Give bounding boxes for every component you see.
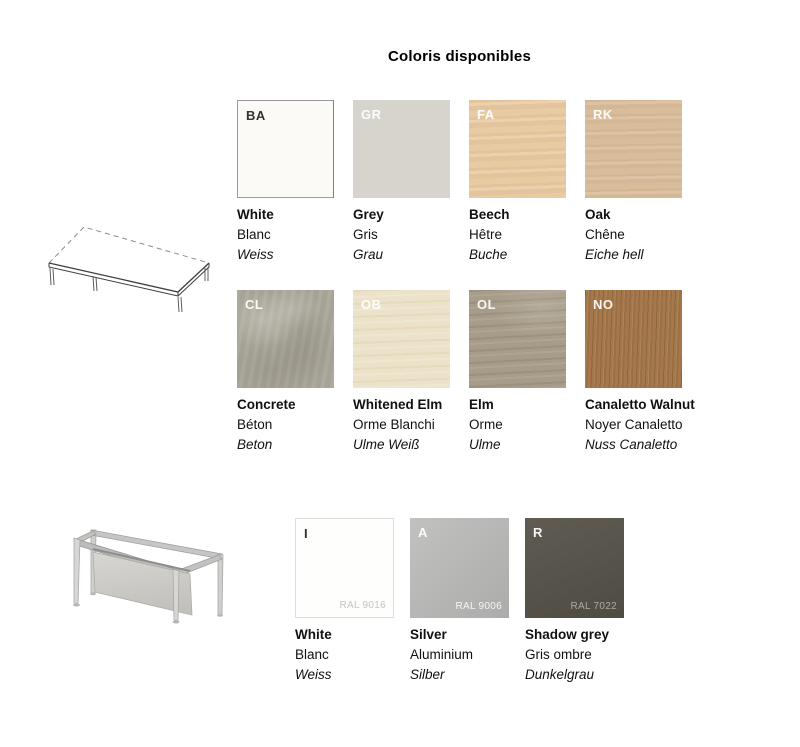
finish-name-fr: Aluminium bbox=[410, 647, 474, 662]
swatch-frame-shadow-grey bbox=[525, 518, 624, 618]
finish-name-de: Beton bbox=[237, 437, 273, 452]
swatch-cell-concrete bbox=[237, 290, 334, 455]
finish-name-fr: Orme Blanchi bbox=[353, 417, 435, 432]
finish-name-fr: Béton bbox=[237, 417, 273, 432]
finish-name-de: Weiss bbox=[237, 247, 274, 262]
swatch-cell-canaletto-walnut bbox=[585, 290, 695, 455]
finish-name-fr: Hêtre bbox=[469, 227, 503, 242]
swatch-code: RK bbox=[593, 107, 613, 122]
ral-code: RAL 9016 bbox=[339, 600, 386, 611]
page-title: Coloris disponibles bbox=[388, 48, 531, 65]
finish-name-en: Canaletto Walnut bbox=[585, 397, 695, 412]
swatch-frame-white bbox=[295, 518, 394, 618]
finish-name-en: Elm bbox=[469, 397, 494, 412]
finish-name-de: Weiss bbox=[295, 667, 332, 682]
finish-name-fr: Noyer Canaletto bbox=[585, 417, 683, 432]
swatch-cell-frame-shadow-grey bbox=[525, 518, 624, 685]
finish-name-fr: Chêne bbox=[585, 227, 625, 242]
finish-name-de: Grau bbox=[353, 247, 384, 262]
finish-name-en: Grey bbox=[353, 207, 384, 222]
finish-name-en: Concrete bbox=[237, 397, 296, 412]
swatch-whitened-elm bbox=[353, 290, 450, 388]
finish-name-en: Oak bbox=[585, 207, 611, 222]
swatch-cell-frame-white bbox=[295, 518, 394, 685]
finish-name-de: Eiche hell bbox=[585, 247, 644, 262]
swatch-cell-grey bbox=[353, 100, 450, 265]
swatch-code: A bbox=[418, 525, 428, 540]
swatch-code: OL bbox=[477, 297, 497, 312]
swatch-concrete bbox=[237, 290, 334, 388]
finish-name-de: Nuss Canaletto bbox=[585, 437, 678, 452]
finish-name-de: Dunkelgrau bbox=[525, 667, 595, 682]
finish-name-de: Ulme bbox=[469, 437, 501, 452]
finish-name-fr: Blanc bbox=[237, 227, 271, 242]
ral-code: RAL 7022 bbox=[570, 601, 617, 612]
finish-name-de: Silber bbox=[410, 667, 445, 682]
finish-name-fr: Orme bbox=[469, 417, 503, 432]
swatch-frame-silver bbox=[410, 518, 509, 618]
finish-name-en: Whitened Elm bbox=[353, 397, 443, 412]
swatch-elm bbox=[469, 290, 566, 388]
finish-name-fr: Gris bbox=[353, 227, 378, 242]
finish-name-de: Ulme Weiß bbox=[353, 437, 420, 452]
finish-name-fr: Blanc bbox=[295, 647, 329, 662]
swatch-cell-frame-silver bbox=[410, 518, 509, 685]
swatch-code: GR bbox=[361, 107, 382, 122]
swatch-code: R bbox=[533, 525, 543, 540]
swatch-cell-whitened-elm bbox=[353, 290, 450, 455]
finish-name-fr: Gris ombre bbox=[525, 647, 592, 662]
swatch-oak bbox=[585, 100, 682, 198]
finish-name-de: Buche bbox=[469, 247, 508, 262]
finish-name-en: Shadow grey bbox=[525, 627, 610, 642]
swatch-code: I bbox=[304, 526, 309, 541]
swatch-code: FA bbox=[477, 107, 495, 122]
swatch-code: BA bbox=[246, 108, 266, 123]
swatch-code: NO bbox=[593, 297, 614, 312]
swatch-cell-oak bbox=[585, 100, 682, 265]
finish-name-en: Beech bbox=[469, 207, 510, 222]
swatch-code: OB bbox=[361, 297, 382, 312]
table-top-line-drawing bbox=[43, 222, 225, 314]
swatch-grey bbox=[353, 100, 450, 198]
finish-name-en: White bbox=[295, 627, 332, 642]
swatch-cell-elm bbox=[469, 290, 566, 455]
ral-code: RAL 9006 bbox=[455, 601, 502, 612]
swatch-cell-white-top bbox=[237, 100, 334, 265]
swatch-beech bbox=[469, 100, 566, 198]
swatch-canaletto-walnut bbox=[585, 290, 682, 388]
swatch-white bbox=[237, 100, 334, 198]
swatch-code: CL bbox=[245, 297, 264, 312]
finish-name-en: White bbox=[237, 207, 274, 222]
table-frame-photo bbox=[64, 518, 276, 626]
swatch-cell-beech bbox=[469, 100, 566, 265]
finish-name-en: Silver bbox=[410, 627, 447, 642]
